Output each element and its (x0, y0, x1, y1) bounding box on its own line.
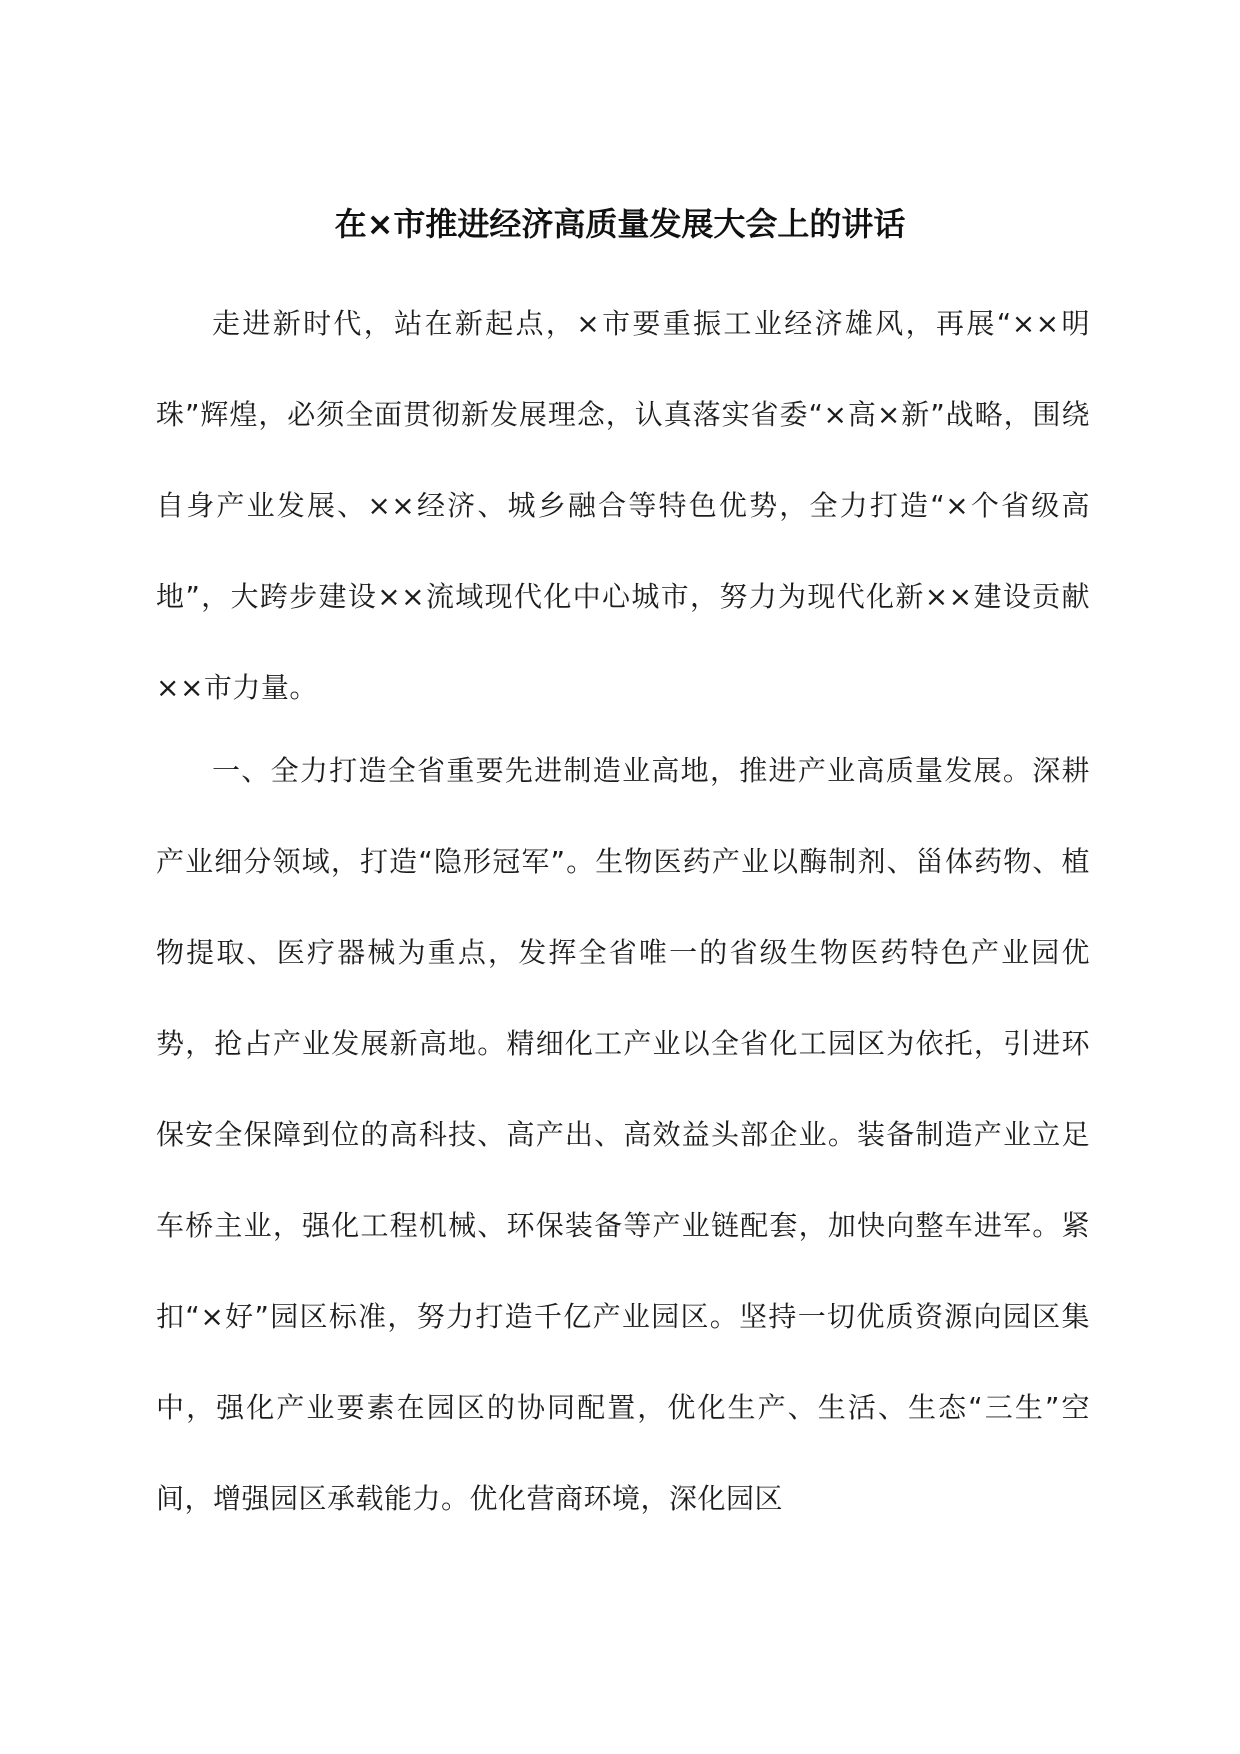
document-title: 在×市推进经济高质量发展大会上的讲话 (334, 205, 906, 243)
document-body (156, 278, 1090, 1544)
body-paragraph-section-one: 一、全力打造全省重要先进制造业高地，推进产业高质量发展。深耕产业细分领域，打造“隐形冠军”。生物医药产业以酶制剂、甾体药物、植物提取、医疗器械为重点，发挥全省唯一的省级生物医药特色产业园优势，抢占产业发展新高地。精细化工产业以全省化工园区为依托，引进环保安全保障到位的高科技、高产出、高效益头部企业。装备制造产业立足车桥主业，强化工程机械、环保装备等产业链配套，加快向整车进军。紧扣“×好”园区标准，努力打造千亿产业园区。坚持一切优质资源向园区集中，强化产业要素在园区的协同配置，优化生产、生活、生态“三生”空间，增强园区承载能力。优化营商环境，深化园区 (156, 754, 1090, 1515)
body-paragraph-intro: 走进新时代，站在新起点，×市要重振工业经济雄风，再展“××明珠”辉煌，必须全面贯彻新发展理念，认真落实省委“×高×新”战略，围绕自身产业发展、××经济、城乡融合等特色优势，全力打造“×个省级高地”，大跨步建设××流域现代化中心城市，努力为现代化新××建设贡献××市力量。 (156, 307, 1090, 704)
